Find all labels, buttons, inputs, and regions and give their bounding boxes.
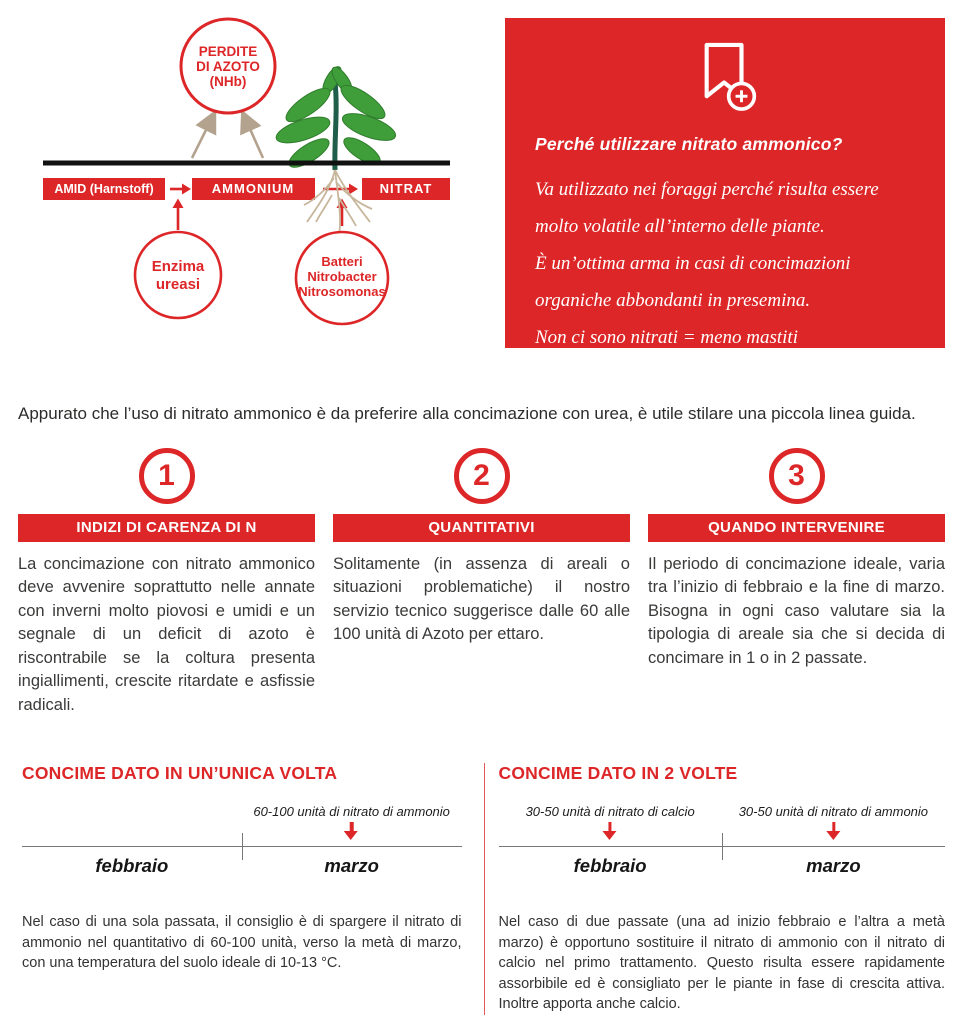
info-box-paragraph-3: Non ci sono nitrati = meno mastiti: [535, 327, 798, 349]
nitrogen-loss-circle: [181, 19, 275, 113]
month-label-marzo: marzo: [806, 854, 861, 876]
step-3-number-badge: [769, 448, 825, 504]
plans-section: [0, 763, 958, 1015]
annotation-marzo-label: 30-50 unità di nitrato di ammonio: [738, 803, 929, 819]
step-1-text: La concimazione con nitrato ammonico deve avvenire soprattutto nelle annate con inverni molto piovosi e umidi e un segnale di un deficit di azoto è riscontrabile se la coltura presenta ingiallimenti, crescite ritardate e asfissie radicali.: [18, 555, 315, 714]
enzyme-line1: Enzima: [151, 258, 205, 275]
plan-single-title: CONCIME DATO IN UN’UNICA VOLTA: [22, 762, 338, 783]
info-box: [505, 18, 945, 348]
loss-circle-line3: (NHb): [209, 74, 247, 89]
annotation-marzo: [739, 804, 928, 840]
timeline-midpoint-tick: [722, 833, 724, 860]
step-2-number: 2: [473, 459, 490, 492]
intro-text: Appurato che l’uso di nitrato ammonico è da preferire alla concimazione con urea, è utile stilare una piccola linea guida.: [18, 404, 916, 423]
plan-double-title: CONCIME DATO IN 2 VOLTE: [498, 762, 738, 783]
down-arrow-icon: [603, 822, 618, 840]
annotation-marzo-label: 60-100 unità di nitrato di ammonio: [253, 803, 450, 819]
plan-double-application: [484, 763, 946, 1015]
step-1-number: 1: [158, 459, 175, 492]
loss-circle-line1: PERDITE: [198, 44, 258, 59]
step-1-header: INDIZI DI CARENZA DI N: [18, 514, 315, 542]
down-arrow-icon: [826, 822, 841, 840]
step-2: [333, 448, 630, 717]
plant-illustration: [273, 64, 398, 172]
timeline-midpoint-tick: [242, 833, 244, 860]
process-boxes: [43, 178, 450, 200]
month-label-marzo: marzo: [324, 854, 379, 876]
bacteria-circle: [296, 232, 388, 324]
volatilization-arrows: [192, 120, 263, 158]
step-1: [18, 448, 315, 717]
annotation-febbraio-label: 30-50 unità di nitrato di calcio: [525, 803, 695, 819]
bookmark-add-icon: [692, 38, 758, 116]
info-box-title: Perché utilizzare nitrato ammonico?: [535, 134, 843, 154]
enzyme-line2: ureasi: [155, 276, 201, 293]
month-label-febbraio: febbraio: [95, 854, 169, 876]
nitrat-box-label: NITRAT: [379, 181, 433, 196]
info-box-paragraph-2: È un’ottima arma in casi di concimazioni organiche abbondanti in presemina.: [535, 253, 851, 312]
top-section: [0, 0, 958, 350]
amid-box-label: AMID (Harnstoff): [54, 182, 154, 196]
annotation-febbraio: [526, 804, 695, 840]
down-arrow-icon: [344, 822, 359, 840]
plan-single-application: [22, 763, 484, 1015]
bacteria-line3: Nitrosomonas: [298, 284, 386, 299]
loss-circle-line2: DI AZOTO: [196, 59, 260, 74]
plan-single-text: Nel caso di una sola passata, il consiglio è di spargere il nitrato di ammonio nel quantitativo di 60-100 unità, verso la metà di marzo, con una temperatura del suolo ideale di 10-13 °C.: [22, 913, 462, 972]
ammonium-box-label: AMMONIUM: [211, 181, 295, 196]
info-icon-wrap: [535, 38, 915, 122]
bacteria-line1: Batteri: [321, 254, 363, 269]
enzyme-circle: [135, 232, 221, 318]
info-box-paragraph-1: Va utilizzato nei foraggi perché risulta essere molto volatile all’interno delle piante.: [535, 179, 879, 238]
step-2-text: Solitamente (in assenza di areali o situazioni problematiche) il nostro servizio tecnico suggerisce dalle 60 alle 100 unità di Azoto per ettaro.: [333, 555, 630, 644]
step-2-header: QUANTITATIVI: [333, 514, 630, 542]
step-3-header: QUANDO INTERVENIRE: [648, 514, 945, 542]
info-box-body: [535, 171, 915, 356]
step-2-number-badge: [454, 448, 510, 504]
annotation-marzo: [253, 804, 450, 840]
step-3-number: 3: [788, 459, 805, 492]
plan-double-text: Nel caso di due passate (una ad inizio febbraio e l’altra a metà marzo) è opportuno sostituire il nitrato di ammonio con il nitrato di calcio nel primo trattamento. Questo risulta essere rapidamente assorbibile ed è consigliato per le piante in fase di crescita attiva. Inoltre apporta anche calcio.: [498, 913, 945, 1013]
steps-section: [0, 448, 958, 717]
plan-double-timeline: [499, 800, 946, 888]
bacteria-line2: Nitrobacter: [307, 269, 377, 284]
month-label-febbraio: febbraio: [573, 854, 647, 876]
step-3: [648, 448, 945, 717]
nitrogen-cycle-diagram: [20, 10, 480, 350]
plan-single-timeline: [22, 800, 462, 888]
step-1-number-badge: [139, 448, 195, 504]
step-3-text: Il periodo di concimazione ideale, varia tra l’inizio di febbraio e la fine di marzo. Bisogna in ogni caso valutare sia la tipologia di areale sia che si decida di concimare in 1 o in 2 passate.: [648, 555, 945, 667]
